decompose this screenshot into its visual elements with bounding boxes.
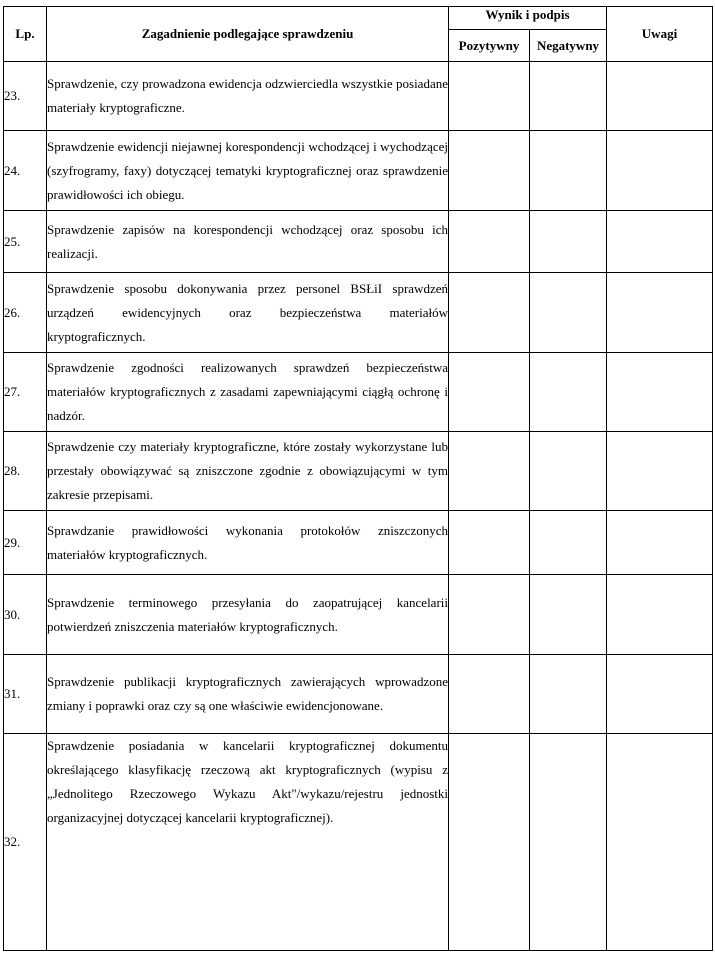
checklist-table — [3, 6, 713, 951]
row-topic: Sprawdzenie zapisów na korespondencji wchodzącej oraz sposobu ich realizacji. — [47, 211, 449, 273]
table-row — [4, 655, 713, 734]
remarks-cell[interactable] — [607, 131, 713, 211]
row-number: 28. — [4, 432, 47, 511]
row-topic: Sprawdzanie prawidłowości wykonania protokołów zniszczonych materiałów kryptograficznych. — [47, 511, 449, 575]
row-number: 30. — [4, 575, 47, 655]
negative-cell[interactable] — [530, 353, 607, 432]
positive-cell[interactable] — [449, 353, 530, 432]
negative-cell[interactable] — [530, 575, 607, 655]
positive-cell[interactable] — [449, 655, 530, 734]
table-row — [4, 273, 713, 353]
row-number: 26. — [4, 273, 47, 353]
table-row — [4, 211, 713, 273]
table-row — [4, 511, 713, 575]
row-number: 31. — [4, 655, 47, 734]
row-number: 23. — [4, 62, 47, 131]
negative-cell[interactable] — [530, 211, 607, 273]
remarks-cell[interactable] — [607, 432, 713, 511]
row-topic: Sprawdzenie terminowego przesyłania do zaopatrującej kancelarii potwierdzeń zniszczenia materiałów kryptograficznych. — [47, 575, 449, 655]
positive-cell[interactable] — [449, 62, 530, 131]
row-topic: Sprawdzenie publikacji kryptograficznych zawierających wprowadzone zmiany i poprawki oraz czy są one właściwie ewidencjonowane. — [47, 655, 449, 734]
negative-cell[interactable] — [530, 511, 607, 575]
row-number: 25. — [4, 211, 47, 273]
positive-cell[interactable] — [449, 734, 530, 951]
header-remarks: Uwagi — [607, 7, 713, 62]
remarks-cell[interactable] — [607, 273, 713, 353]
row-number: 27. — [4, 353, 47, 432]
remarks-cell[interactable] — [607, 511, 713, 575]
header-lp: Lp. — [4, 7, 47, 62]
remarks-cell[interactable] — [607, 655, 713, 734]
row-topic: Sprawdzenie czy materiały kryptograficzne, które zostały wykorzystane lub przestały obowiązywać są zniszczone zgodnie z obowiązującymi w tym zakresie przepisami. — [47, 432, 449, 511]
negative-cell[interactable] — [530, 655, 607, 734]
row-topic: Sprawdzenie ewidencji niejawnej korespondencji wchodzącej i wychodzącej (szyfrogramy, faxy) dotyczącej tematyki kryptograficznej oraz sprawdzenie prawidłowości ich obiegu. — [47, 131, 449, 211]
positive-cell[interactable] — [449, 575, 530, 655]
row-topic: Sprawdzenie posiadania w kancelarii kryptograficznej dokumentu określającego klasyfikację rzeczową akt kryptograficznych (wypisu z „Jednolitego Rzeczowego Wykazu Akt"/wykazu/rejestru jednostki organizacyjnej dotyczącej kancelarii kryptograficznej). — [47, 734, 449, 951]
positive-cell[interactable] — [449, 273, 530, 353]
negative-cell[interactable] — [530, 131, 607, 211]
remarks-cell[interactable] — [607, 734, 713, 951]
negative-cell[interactable] — [530, 432, 607, 511]
positive-cell[interactable] — [449, 432, 530, 511]
header-negative: Negatywny — [530, 30, 607, 62]
remarks-cell[interactable] — [607, 211, 713, 273]
table-row — [4, 575, 713, 655]
row-number: 29. — [4, 511, 47, 575]
header-result-group: Wynik i podpis — [449, 7, 607, 30]
positive-cell[interactable] — [449, 211, 530, 273]
remarks-cell[interactable] — [607, 62, 713, 131]
table-row — [4, 432, 713, 511]
row-topic: Sprawdzenie, czy prowadzona ewidencja odzwierciedla wszystkie posiadane materiały kryptograficzne. — [47, 62, 449, 131]
row-topic: Sprawdzenie zgodności realizowanych sprawdzeń bezpieczeństwa materiałów kryptograficznych z zasadami zapewniającymi ciągłą ochronę i nadzór. — [47, 353, 449, 432]
negative-cell[interactable] — [530, 62, 607, 131]
positive-cell[interactable] — [449, 131, 530, 211]
table-row — [4, 62, 713, 131]
negative-cell[interactable] — [530, 734, 607, 951]
header-positive: Pozytywny — [449, 30, 530, 62]
negative-cell[interactable] — [530, 273, 607, 353]
positive-cell[interactable] — [449, 511, 530, 575]
remarks-cell[interactable] — [607, 575, 713, 655]
table-row — [4, 353, 713, 432]
header-topic: Zagadnienie podlegające sprawdzeniu — [47, 7, 449, 62]
row-topic: Sprawdzenie sposobu dokonywania przez personel BSŁiI sprawdzeń urządzeń ewidencyjnych oraz bezpieczeństwa materiałów kryptograficznych. — [47, 273, 449, 353]
remarks-cell[interactable] — [607, 353, 713, 432]
row-number: 32. — [4, 734, 47, 951]
table-row — [4, 734, 713, 951]
table-row — [4, 131, 713, 211]
row-number: 24. — [4, 131, 47, 211]
